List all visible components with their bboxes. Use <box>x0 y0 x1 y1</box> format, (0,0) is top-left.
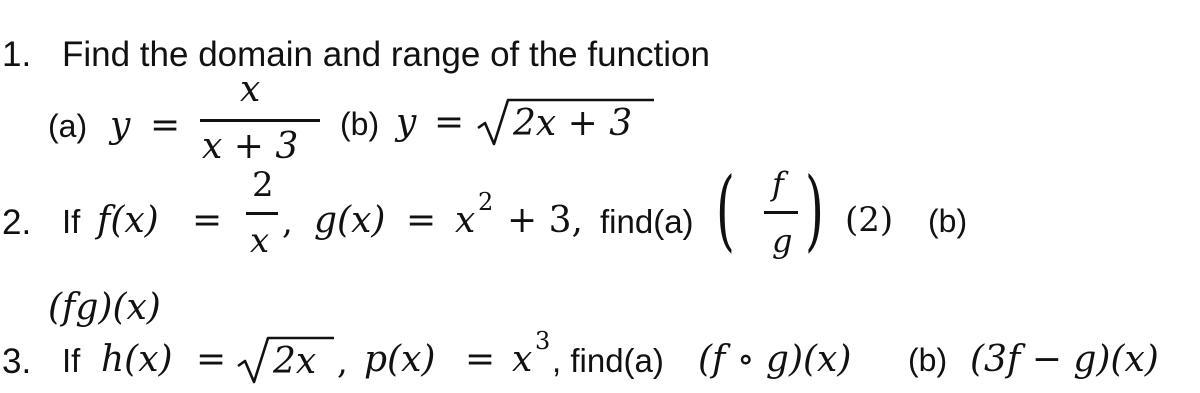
problem-2-g-base: x <box>455 200 476 241</box>
problem-2-f-denominator: x <box>250 221 270 261</box>
problem-2-find-a: find(a) <box>600 203 694 240</box>
problem-3-compose-expr: (f ∘ g)(x) <box>698 339 852 380</box>
problem-3-h-expr: h(x) <box>101 339 173 380</box>
problem-1-a-lhs: y <box>110 105 131 146</box>
problem-2-part-2: (2) <box>845 200 894 240</box>
problem-2-comma: , <box>282 202 293 242</box>
problem-2-if: If <box>62 203 81 240</box>
problem-3-if: If <box>62 342 81 379</box>
problem-2-g-expr: g(x) <box>314 200 386 241</box>
problem-2-fg-expr: (fg)(x) <box>48 287 161 328</box>
problem-1-text: Find the domain and range of the function <box>62 35 710 74</box>
problem-3-p-expr: p(x) <box>364 339 436 380</box>
problem-1-a-numerator: x <box>240 69 261 110</box>
problem-1-a-fraction-bar <box>200 119 320 122</box>
problem-2-frac-denominator: g <box>772 222 793 260</box>
problem-3-h-radicand: 2x <box>273 341 317 382</box>
problem-1-a-label: (a) <box>48 108 88 144</box>
problem-1-number: 1. <box>2 35 32 74</box>
problem-3-b-label: (b) <box>908 342 948 378</box>
problem-2-f-expr: f(x) <box>97 200 159 241</box>
problem-1-b-equals: = <box>434 102 465 143</box>
problem-3-equals-2: = <box>465 339 496 380</box>
problem-2-g-exponent: 2 <box>478 188 494 216</box>
problem-2-f-numerator: 2 <box>252 165 274 205</box>
left-big-paren: ( <box>716 158 735 261</box>
right-big-paren: ) <box>805 158 824 261</box>
problem-2-frac-numerator: f <box>772 165 784 203</box>
problem-2-number: 2. <box>2 203 32 242</box>
problem-3-p-exponent: 3 <box>535 327 551 355</box>
problem-3-diff-expr: (3f − g)(x) <box>970 339 1159 380</box>
problem-3-p-base: x <box>512 339 533 380</box>
problem-1-b-radicand: 2x + 3 <box>513 103 633 144</box>
problem-3-comma: , <box>337 342 348 382</box>
problem-1-a-denominator: x + 3 <box>202 126 299 167</box>
problem-3-number: 3. <box>2 342 32 381</box>
problem-2-g-rest: + 3, <box>507 200 583 241</box>
problem-2-equals-2: = <box>406 200 437 241</box>
problem-2-equals-1: = <box>192 200 223 241</box>
problem-1-b-lhs: y <box>396 102 417 143</box>
problem-1-a-equals: = <box>150 105 181 146</box>
problem-2-f-fraction-bar <box>246 212 278 215</box>
problem-1-b-label: (b) <box>340 106 380 142</box>
problem-2-frac-bar <box>764 211 798 214</box>
problem-3-find-a: , find(a) <box>552 342 664 379</box>
problem-3-equals-1: = <box>196 339 227 380</box>
problem-2-b-label: (b) <box>928 203 968 239</box>
